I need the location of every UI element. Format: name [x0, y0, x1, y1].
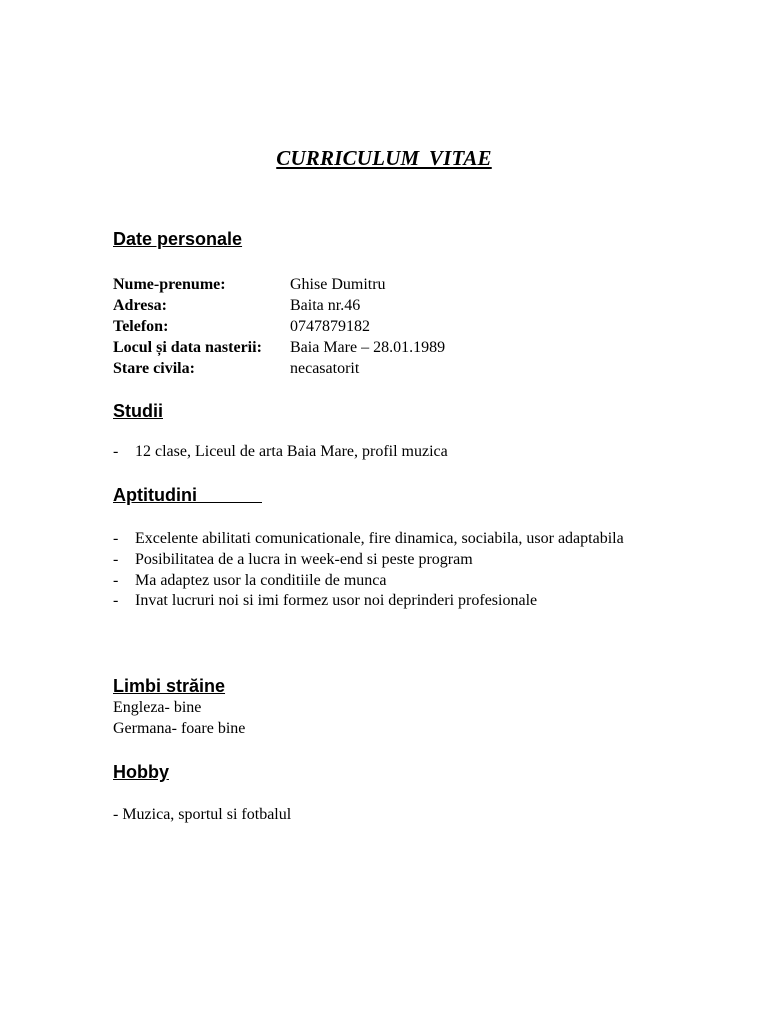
language-english: Engleza- bine	[113, 699, 202, 716]
value-name: Ghise Dumitru	[290, 276, 386, 293]
list-item-text: Ma adaptez usor la conditiile de munca	[135, 571, 387, 589]
label-address: Adresa:	[113, 297, 167, 314]
list-item	[113, 550, 655, 571]
list-item	[113, 529, 655, 550]
list-item-text: Excelente abilitati comunicationale, fire dinamica, sociabila, usor adaptabila	[135, 530, 624, 547]
list-item	[113, 442, 655, 463]
list-item-text: Invat lucruri noi si imi formez usor noi deprinderi profesionale	[135, 592, 538, 610]
label-birth: Locul și data nasterii:	[113, 339, 262, 356]
bullet-dash: -	[113, 530, 119, 547]
hobby-line: - Muzica, sportul si fotbalul	[113, 806, 292, 823]
list-item	[113, 571, 655, 592]
skills-list	[113, 529, 655, 612]
heading-skills	[113, 485, 262, 506]
list-item-text: 12 clase, Liceul de arta Baia Mare, profil muzica	[135, 443, 448, 460]
label-phone: Telefon:	[113, 318, 169, 335]
heading-personal-data: Date personale	[113, 229, 243, 249]
language-german: Germana- foare bine	[113, 720, 246, 737]
bullet-dash: -	[113, 592, 119, 610]
studies-list	[113, 442, 655, 463]
heading-hobby: Hobby	[113, 762, 169, 782]
bullet-dash: -	[113, 443, 119, 460]
list-item-text: Posibilitatea de a lucra in week-end si peste program	[135, 550, 473, 568]
value-birth: Baia Mare – 28.01.1989	[290, 339, 446, 356]
value-phone: 0747879182	[290, 318, 370, 335]
value-civil-status: necasatorit	[290, 360, 360, 377]
bullet-dash: -	[113, 550, 119, 568]
list-item	[113, 591, 655, 612]
heading-languages: Limbi străine	[113, 676, 226, 696]
bullet-dash: -	[113, 571, 119, 589]
heading-studies: Studii	[113, 401, 163, 421]
document-title: CURRICULUM VITAE	[276, 146, 492, 170]
value-address: Baita nr.46	[290, 297, 361, 314]
label-civil-status: Stare civila:	[113, 360, 195, 377]
label-name: Nume-prenume:	[113, 276, 226, 293]
heading-skills-text: Aptitudini	[113, 485, 197, 505]
